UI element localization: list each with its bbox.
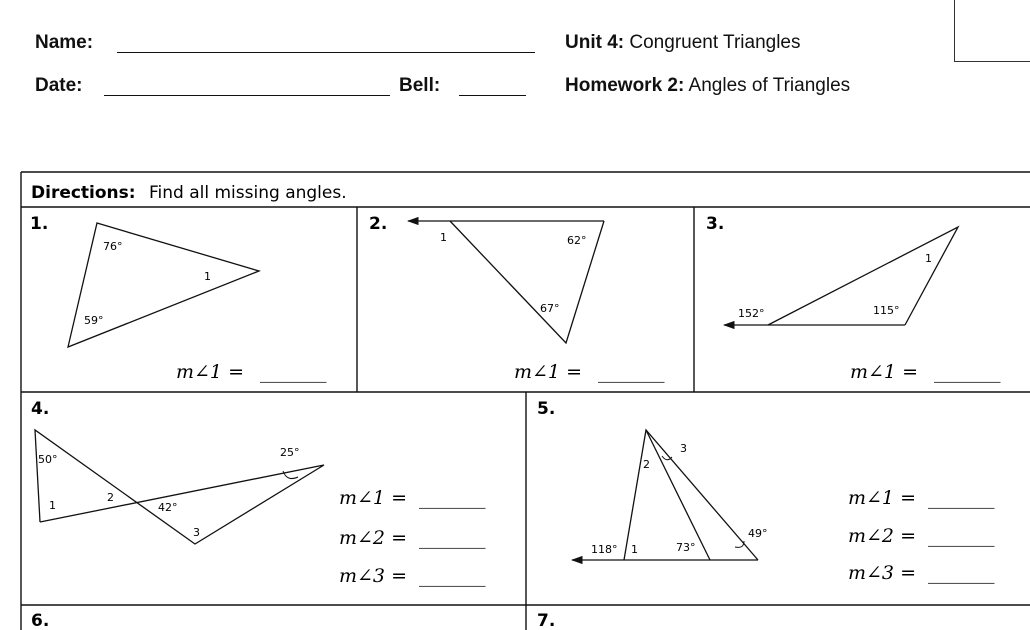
angle-label: 1 (440, 231, 447, 244)
answer-prompt: m∠1 = (339, 487, 407, 509)
angle-label: 59° (84, 314, 104, 327)
angle-label: 2 (643, 458, 650, 471)
homework-label: Homework 2: (565, 75, 685, 96)
problem-number: 6. (31, 611, 50, 630)
problem-number: 2. (369, 214, 388, 234)
unit-title: Congruent Triangles (629, 32, 801, 53)
answer-blank[interactable]: _______ (934, 361, 1001, 383)
triangle-figure-4 (35, 430, 324, 544)
answer-blank[interactable]: _______ (928, 562, 995, 584)
directions-body: Find all missing angles. (149, 183, 347, 203)
problem-number: 1. (30, 214, 49, 234)
answer-prompt: m∠3 = (339, 565, 407, 587)
unit-label: Unit 4: (565, 32, 625, 53)
angle-label: 3 (680, 442, 687, 455)
problem-number: 3. (706, 214, 725, 234)
answer-blank[interactable]: _______ (928, 487, 995, 509)
name-label: Name: (35, 32, 94, 53)
answer-blank[interactable]: _______ (598, 361, 665, 383)
answer-blank[interactable]: _______ (419, 527, 486, 549)
answer-prompt: m∠1 = (850, 361, 918, 383)
problem-number: 4. (31, 399, 50, 419)
angle-label: 76° (103, 240, 123, 253)
directions-text (31, 183, 347, 203)
answer-blank[interactable]: _______ (419, 487, 486, 509)
answer-prompt: m∠1 = (176, 361, 244, 383)
angle-label: 1 (204, 270, 211, 283)
problem-number: 7. (537, 611, 556, 630)
triangle-figure-3 (724, 227, 958, 325)
homework-title: Angles of Triangles (688, 75, 851, 96)
angle-label: 42° (158, 501, 178, 514)
angle-label: 49° (748, 527, 768, 540)
answer-prompt: m∠2 = (848, 525, 916, 547)
answer-prompt: m∠3 = (848, 562, 916, 584)
angle-label: 67° (540, 302, 560, 315)
triangle-figure-5 (572, 430, 768, 560)
answer-prompt: m∠2 = (339, 527, 407, 549)
angle-label: 3 (193, 526, 200, 539)
angle-label: 152° (738, 307, 765, 320)
triangle-figure-2 (408, 221, 604, 343)
angle-label: 118° (591, 543, 618, 556)
directions-label: Directions: (31, 183, 136, 203)
answer-blank[interactable]: _______ (419, 565, 486, 587)
answer-prompt: m∠1 = (848, 487, 916, 509)
bell-label: Bell: (399, 75, 441, 96)
angle-label: 50° (38, 453, 58, 466)
angle-label: 2 (107, 491, 114, 504)
problem-number: 5. (537, 399, 556, 419)
angle-label: 73° (676, 541, 696, 554)
answer-prompt: m∠1 = (514, 361, 582, 383)
angle-label: 62° (567, 234, 587, 247)
angle-label: 25° (280, 446, 300, 459)
angle-label: 115° (873, 304, 900, 317)
angle-label: 1 (631, 543, 638, 556)
triangle-figure-1 (68, 223, 259, 347)
angle-label: 1 (925, 252, 932, 265)
angle-label: 1 (49, 499, 56, 512)
answer-blank[interactable]: _______ (928, 525, 995, 547)
answer-blank[interactable]: _______ (260, 361, 327, 383)
date-label: Date: (35, 75, 83, 96)
